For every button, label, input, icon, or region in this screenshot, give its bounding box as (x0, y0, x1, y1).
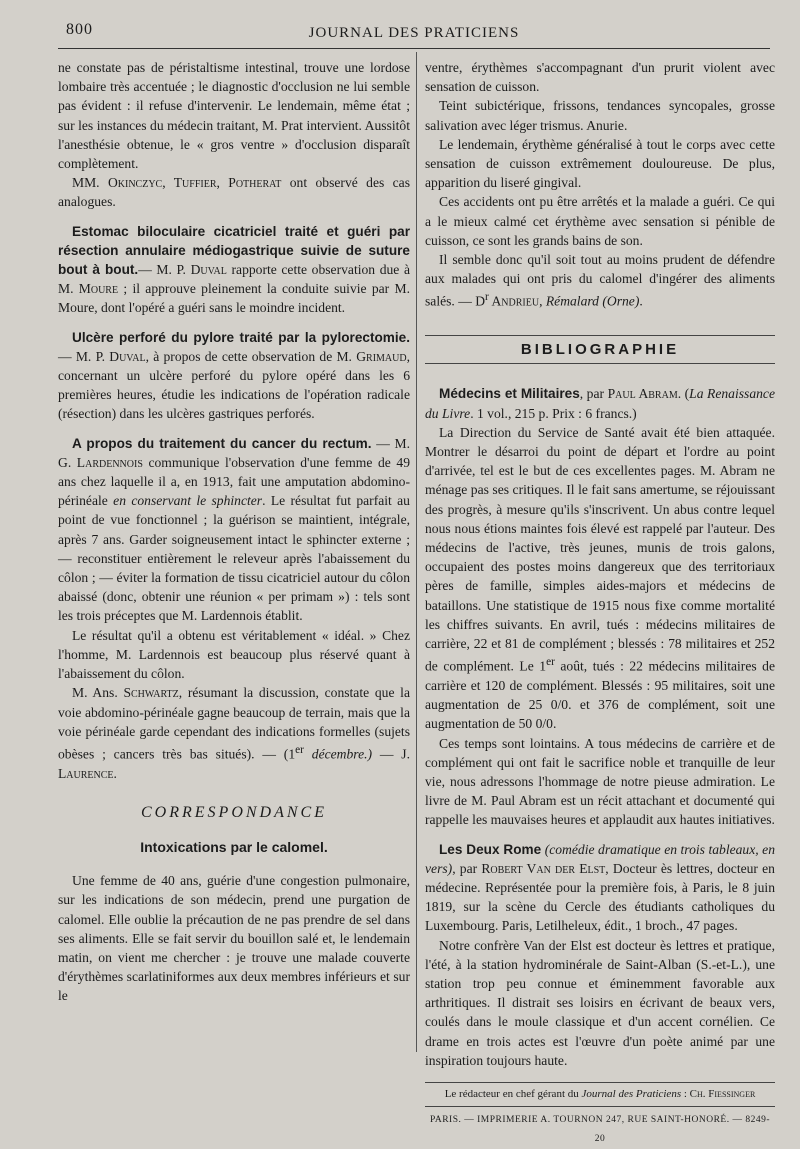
article-ulcere: Ulcère perforé du pylore traité par la pylorectomie. — M. P. Duval, à propos de cette observation de M. Grimaud, concernant un ulcère perforé du pylore opéré dans les 6 premières heures, étudie les indications de l'opération radicale (résection) dans les ulcères gastriques perforés. (58, 329, 410, 422)
paragraph: M. Ans. Schwartz, résumant la discussion, constate que la voie abdomino-périnéale gagne beaucoup de terrain, mais que la voie périnéale garde cependant des indications formelles (sujets obèses ; cancers très bas situés). — (1er décembre.) — J. Laurence. (58, 685, 410, 781)
editor-credit: Le rédacteur en chef gérant du Journal des Praticiens : Ch. Fiessinger (425, 1082, 775, 1102)
paragraph: ventre, érythèmes s'accompagnant d'un prurit violent avec sensation de cuisson. (425, 60, 775, 95)
book-title: Les Deux Rome (439, 841, 542, 857)
section-bibliographie (425, 335, 775, 364)
paragraph: MM. Okinczyc, Tuffier, Potherat ont observé des cas analogues. (58, 175, 411, 210)
paragraph: Une femme de 40 ans, guérie d'une congestion pulmonaire, sur les indications de son médecin, prend une purgation de calomel. Elle oublie la précaution de ne pas prendre de sel dans ses aliments. Elle se fait servir du bouillon salé et, le lendemain matin, on vient me chercher : je trouve une malade couverte d'érythèmes scarlatiniformes aux deux membres inférieurs et sur le (58, 873, 410, 1004)
paragraph: Notre confrère Van der Elst est docteur ès lettres et pratique, l'été, à la station hydrominérale de Saint-Alban (S.-et-L.), une station trop peu connue et éminemment favorable aux arthritiques. Il distrait ses loisirs en écrivant de beaux vers, coulés dans le moule classique et d'un accent cornélien. Ce drame en trois actes est l'œuvre d'un poète animé par une inspiration toujours haute. (425, 937, 775, 1068)
column-divider (416, 52, 417, 1052)
article-title: Estomac biloculaire cicatriciel traité et guéri par résection annulaire médiogastrique suivie de suture bout à bout. (58, 223, 410, 278)
article-title: Ulcère perforé du pylore traité par la pylorectomie. (72, 329, 410, 345)
book-entry-medecins-militaires: Médecins et Militaires, par Paul Abram. (La Renaissance du Livre. 1 vol., 215 p. Prix : 6 francs.) (425, 386, 775, 421)
paragraph: Le lendemain, érythème généralisé à tout le corps avec cette sensation de cuisson extrêmement douloureuse. De plus, apparition du liseré gingival. (425, 136, 775, 191)
article-cancer-rectum: A propos du traitement du cancer du rectum. — M. G. Lardennois communique l'observation d'une femme de 49 ans chez laquelle il a, en 1913, fait une amputation abdomino-périnéale en conservant le sphincter. Le résultat fut parfait au point de vue fonctionnel ; la guérison se maintient, intégrale, après 7 ans. Garder soigneusement intact le sphincter externe ; — reconstituer entièrement le releveur après l'abaissement du côlon ; — éviter la formation de tissu cicatriciel autour du côlon abaissé (donc, obtenir une réunion « per primam ») : tels sont les trois préceptes que M. Lardennois établit. (58, 435, 410, 624)
paragraph: ne constate pas de péristaltisme intestinal, trouve une lordose lombaire très accentuée ; le diagnostic d'occlusion ne lui semble pas évident : il refuse d'intervenir. Le lendemain, même état ; sur les instances du médecin traitant, M. Prat intervient. Aussitôt l'anesthésie obtenue, le « gros ventre » d'occlusion disparaît complètement. (58, 60, 410, 172)
page-number: 800 (66, 21, 93, 38)
section-title-bibliographie: BIBLIOGRAPHIE (520, 341, 680, 359)
header-rule (58, 48, 770, 49)
paragraph: Le résultat qu'il a obtenu est véritablement « idéal. » Chez l'homme, M. Lardennois est beaucoup plus réservé quant à l'abaissement du côlon. (58, 627, 410, 682)
left-column (58, 58, 410, 1006)
paragraph: La Direction du Service de Santé avait été bien attaquée. Montrer le désarroi du point de départ et l'ordre au point d'arrivée, tel est le but de ces excellentes pages. M. Abram ne ménage pas ses critiques. Il le fait sans amertume, se réjouissant des progrès, à mesure qu'ils s'inscrivent. Un abus contre lequel nous nous étions maintes fois élevé est rappelé par l'auteur. Des médecins de l'active, très jeunes, munis de trois galons, occupaient des postes moins dangereux que des territoriaux pères de famille, simples aides-majors et médecins de bataillons. Une statistique de 1915 nous fixe comme mortalité les chiffres suivants. En avril, tués : médecins militaires de carrière, 22 et 81 de complément ; blessés : 78 militaires et 252 de complément. Le 1er août, tués : 22 médecins militaires de carrière et 120 de complément. Blessés : 95 militaires, soit une augmentation de 25 0/0. et 376 de complément, soit une augmentation de 50 0/0. (425, 424, 775, 732)
divider (425, 363, 775, 364)
right-column (425, 58, 775, 1149)
article-title-calomel: Intoxications par le calomel. (140, 839, 328, 856)
paragraph: Ces accidents ont pu être arrêtés et la malade a guéri. Ce qui a le mieux calmé cet érythème avec sensation si pénible de cuisson, ce sont les grands bains de son. (425, 194, 775, 248)
journal-title: JOURNAL DES PRATICIENS (308, 24, 520, 41)
book-entry-deux-rome: Les Deux Rome (comédie dramatique en trois tableaux, en vers), par Robert Van der Elst, Docteur ès lettres, docteur en médecine. Représentée pour la première fois, à Paris, le 8 juin 1819, sur la scène du Cercle des étudiants catholiques du Luxembourg. Paris, Letilheleux, édit., 1 broch., 47 pages. (425, 841, 775, 934)
paragraph: Ces temps sont lointains. A tous médecins de carrière et de complément qui ont fait le sacrifice noble et tranquille de leur vie, nous adressons l'hommage de notre pieuse admiration. Le livre de M. Paul Abram est un récit attachant et documenté qui rappelle les mauvaises heures et applaudit aux hautes initiatives. (425, 735, 775, 828)
section-title-correspondance: CORRESPONDANCE (141, 803, 327, 821)
paragraph: Il semble donc qu'il soit tout au moins prudent de défendre aux malades qui ont pris du calomel d'ingérer des aliments salés. — $D^r$ Andrieu, Rémalard (Orne). (425, 252, 775, 309)
paragraph: Teint subictérique, frissons, tendances syncopales, grosse salivation avec léger trismus. Anurie. (425, 98, 775, 133)
book-title: Médecins et Militaires (439, 386, 580, 402)
page-header (58, 18, 770, 48)
article-estomac: Estomac biloculaire cicatriciel traité et guéri par résection annulaire médiogastrique suivie de suture bout à bout.— M. P. Duval rapporte cette observation due à M. Moure ; il approuve pleinement la conduite suivie par M. Moure, dont l'opéré a guéri sans le moindre incident. (58, 223, 410, 316)
printer-imprint: PARIS. — IMPRIMERIE A. TOURNON 247, RUE SAINT-HONORÉ. — 8249-20 (425, 1106, 775, 1149)
article-title: A propos du traitement du cancer du rectum. (72, 435, 372, 451)
